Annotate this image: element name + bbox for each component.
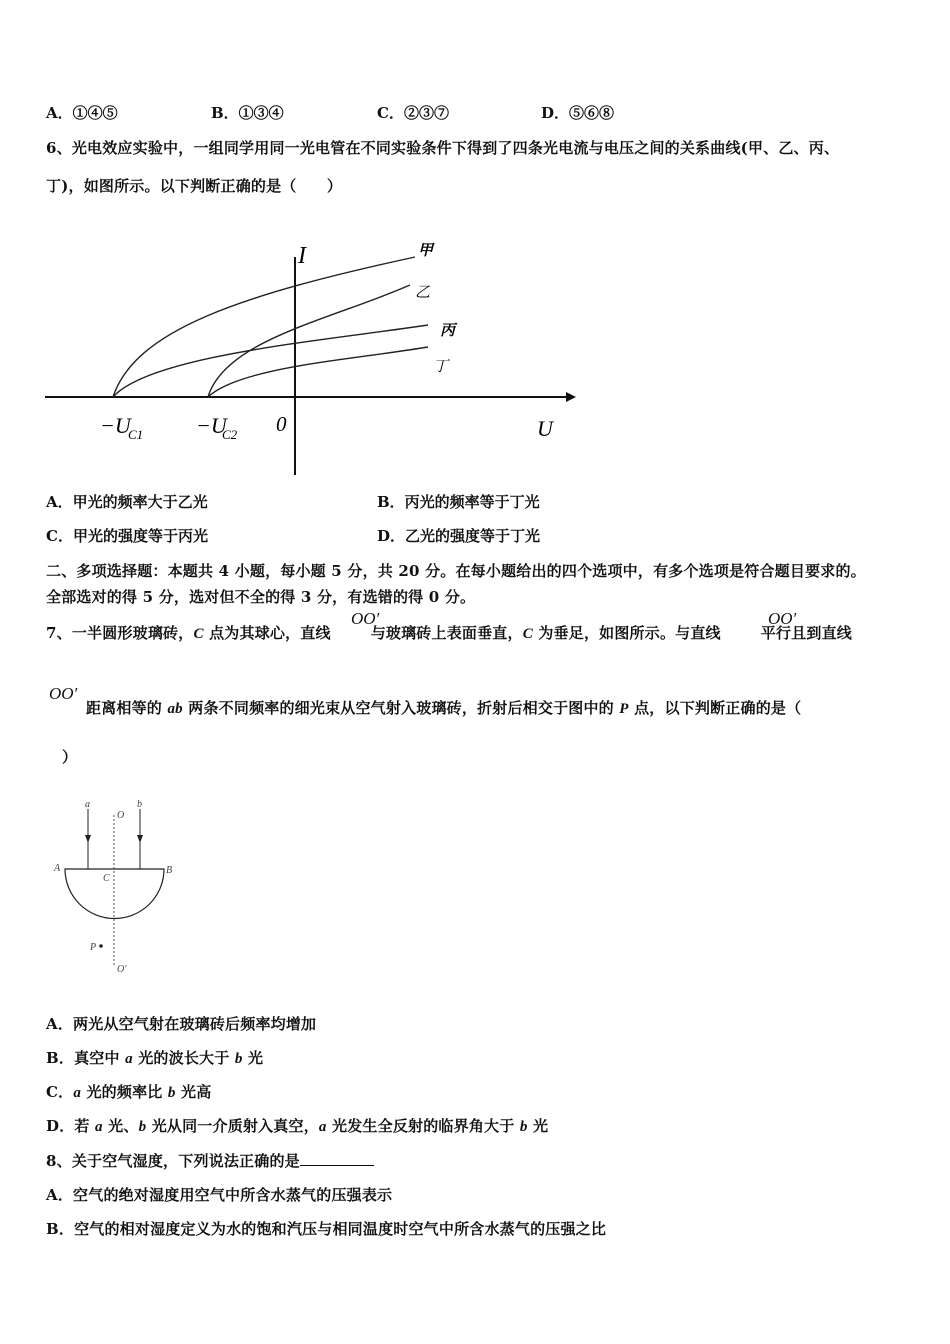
uc1-subscript: C1 (128, 427, 144, 442)
uc2-subscript: C2 (222, 427, 238, 442)
q7-text-3: 与玻璃砖上表面垂直， (370, 624, 523, 642)
label-C: C (103, 873, 110, 884)
q7-c-text-1: C． (46, 1083, 74, 1101)
q5-option-a: A．①④⑤ (46, 104, 118, 122)
q7-d-a2: a (318, 1119, 327, 1135)
u-axis-label: U (537, 416, 553, 441)
label-o-prime: O′ (117, 964, 127, 975)
curve-bing (113, 325, 428, 397)
q7-c-a: a (73, 1085, 82, 1101)
q7-d-b2: b (519, 1119, 528, 1135)
q7-text-1: 7、一半圆形玻璃砖， (46, 624, 194, 642)
q5-option-b: B．①③④ (211, 104, 284, 122)
q7-line2-text-1: 距离相等的 (86, 699, 168, 717)
q7-option-d (46, 1115, 548, 1136)
q6-stem-line1: 6、光电效应实验中，一组同学用同一光电管在不同实验条件下得到了四条光电流与电压之间的关系曲线(甲、乙、丙、 (46, 139, 840, 157)
q7-stem-line2 (86, 697, 801, 718)
q6-option-b: B．丙光的频率等于丁光 (377, 493, 540, 511)
q8-answer-blank[interactable] (300, 1151, 374, 1166)
q8-stem-text: 8、关于空气湿度，下列说法正确的是 (46, 1152, 300, 1170)
q7-d-text-2: 光、 (102, 1117, 139, 1135)
q8-option-b: B．空气的相对湿度定义为水的饱和汽压与相同温度时空气中所含水蒸气的压强之比 (46, 1220, 607, 1238)
q7-d-b: b (138, 1119, 147, 1135)
section2-heading-line2: 全部选对的得 5 分，选对但不全的得 3 分，有选错的得 0 分。 (46, 588, 476, 606)
label-B: B (166, 865, 173, 876)
q7-b-text-1: B．真空中 (46, 1049, 126, 1067)
q7-ab: ab (167, 701, 183, 717)
q8-stem (46, 1150, 374, 1171)
q7-c-text-3: 光高 (175, 1083, 212, 1101)
curve-ding (208, 347, 428, 397)
q7-glass-figure (48, 795, 188, 985)
q5-option-d: D．⑤⑥⑧ (541, 104, 615, 122)
q7-c-text-2: 光的频率比 (81, 1083, 168, 1101)
q7-d-text-5: 光 (527, 1117, 549, 1135)
label-a: a (85, 799, 90, 810)
q7-d-text-4: 光发生全反射的临界角大于 (326, 1117, 520, 1135)
q7-d-a: a (95, 1119, 103, 1135)
q7-option-c (46, 1081, 211, 1102)
curve-ding-label: 丁 (433, 359, 449, 375)
q6-option-c: C．甲光的强度等于丙光 (46, 527, 208, 545)
q7-option-a: A．两光从空气射在玻璃砖后频率均增加 (46, 1015, 317, 1033)
q7-b-text-3: 光 (242, 1049, 264, 1067)
u-axis-arrow (566, 392, 576, 402)
label-P: P (90, 942, 97, 953)
q7-d-text-1: D．若 (46, 1117, 96, 1135)
label-o: O (117, 810, 125, 821)
origin-label: 0 (276, 412, 287, 436)
q7-line2-text-3: 点，以下判断正确的是（ (628, 699, 802, 717)
q7-line2-text-2: 两条不同频率的细光束从空气射入玻璃砖，折射后相交于图中的 (182, 699, 620, 717)
q7-stem-line3: ） (62, 748, 78, 766)
q7-c-2: C (522, 626, 533, 642)
q7-oo-symbol-1: OO′ (351, 609, 380, 628)
q7-d-text-3: 光从同一介质射入真空， (146, 1117, 319, 1135)
ray-b-arrow (137, 835, 143, 843)
q7-stem-line1 (46, 622, 852, 643)
ray-a-arrow (85, 835, 91, 843)
q7-c-1: C (193, 626, 204, 642)
uc2-label: −U (196, 413, 227, 438)
i-axis-label: I (298, 243, 306, 269)
q6-option-a: A．甲光的频率大于乙光 (46, 493, 208, 511)
q7-c-b: b (167, 1085, 176, 1101)
q7-b-b: b (234, 1051, 243, 1067)
curve-bing-label: 丙 (440, 323, 456, 339)
label-b: b (137, 799, 142, 810)
q7-text-4: 为垂足，如图所示。与直线 (532, 624, 721, 642)
q7-b-text-2: 光的波长大于 (132, 1049, 235, 1067)
curve-jia (113, 257, 415, 397)
section2-heading-line1: 二、多项选择题：本题共 4 小题，每小题 5 分，共 20 分。在每小题给出的四个选项中，有多个选项是符合题目要求的。 (46, 562, 866, 580)
q6-photoelectric-graph (0, 235, 950, 525)
q7-text-5: 平行且到直线 (760, 624, 852, 642)
q7-p: P (619, 701, 629, 717)
q5-option-c: C．②③⑦ (377, 104, 449, 122)
q7-oo-symbol-3: OO′ (49, 684, 78, 703)
q7-option-b (46, 1047, 263, 1068)
point-p (99, 944, 103, 948)
label-A: A (54, 863, 61, 874)
curve-yi-label: 乙 (415, 285, 431, 301)
q6-option-d: D．乙光的强度等于丁光 (377, 527, 541, 545)
uc1-label: −U (100, 413, 131, 438)
q7-oo-symbol-2: OO′ (768, 609, 797, 628)
q7-text-2: 点为其球心，直线 (203, 624, 331, 642)
q6-stem-line2: 丁)，如图所示。以下判断正确的是（ ） (46, 177, 343, 195)
q7-b-a: a (125, 1051, 133, 1067)
curve-jia-label: 甲 (418, 243, 434, 259)
q8-option-a: A．空气的绝对湿度用空气中所含水蒸气的压强表示 (46, 1186, 393, 1204)
